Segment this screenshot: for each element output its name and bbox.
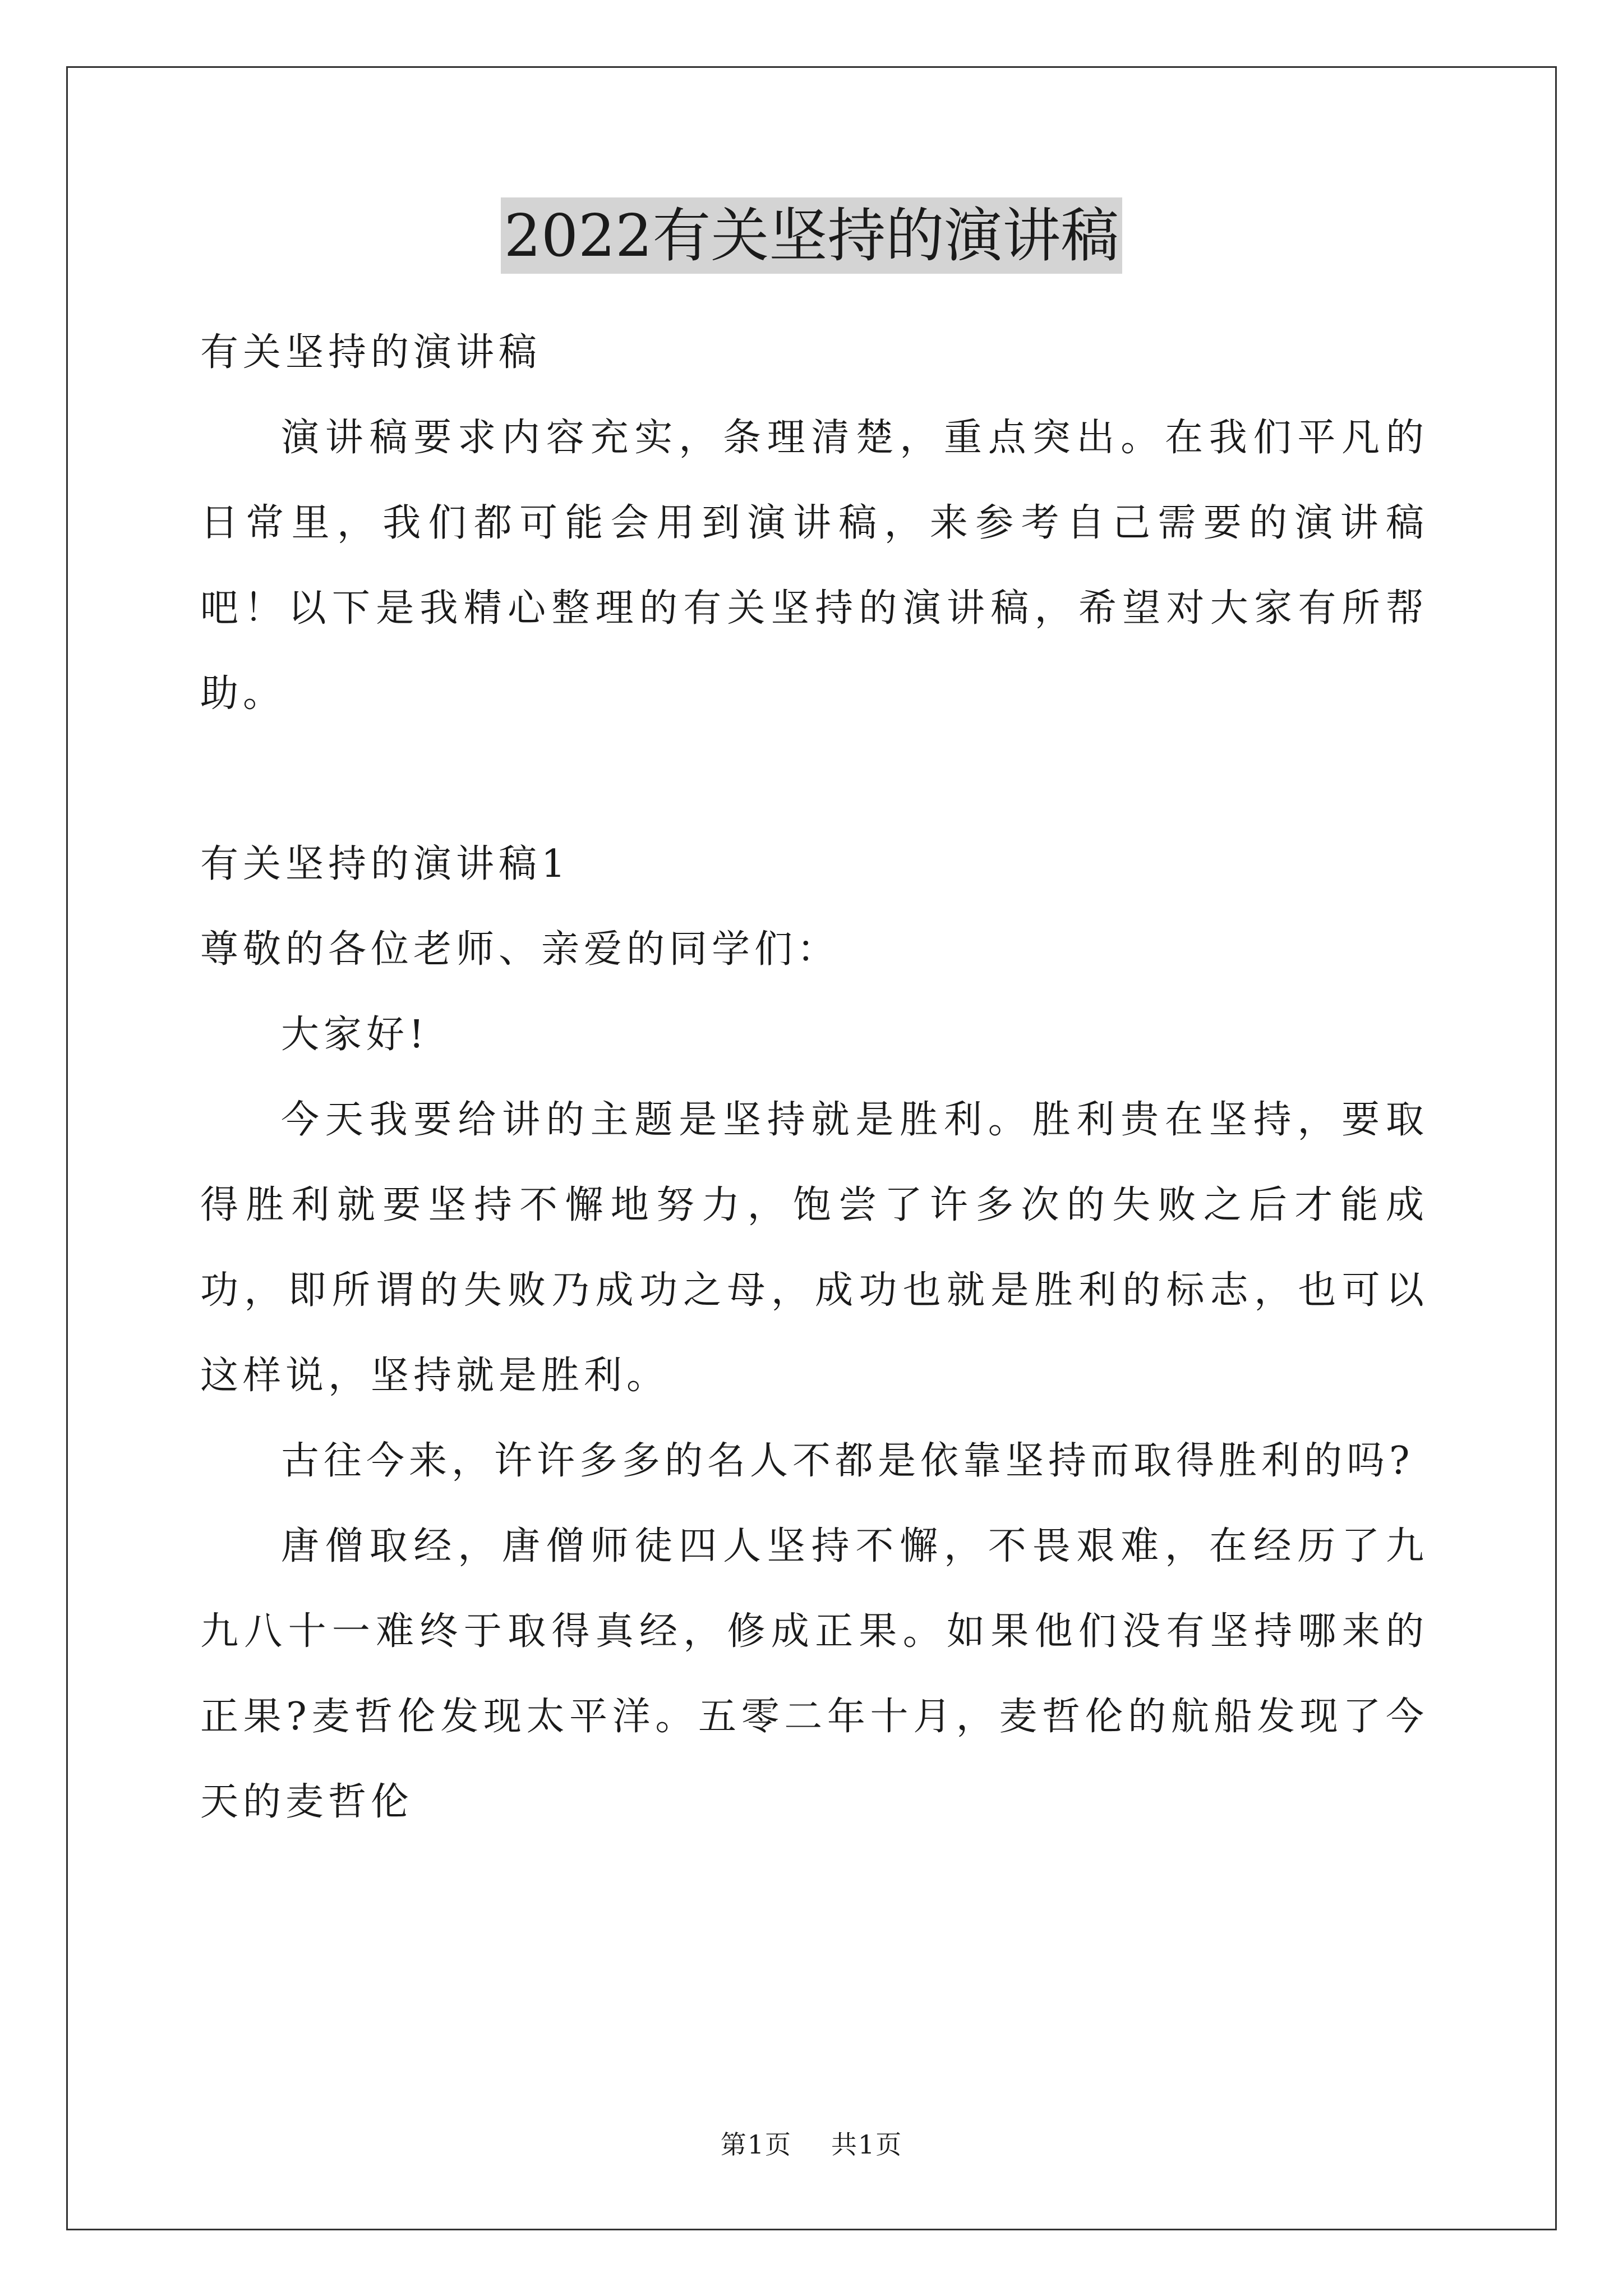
paragraph: 有关坚持的演讲稿 [200,330,542,375]
document-body [200,310,1428,1845]
section-heading: 有关坚持的演讲稿1 [200,842,570,886]
document-title-wrap [0,197,1623,274]
paragraph: 唐僧取经，唐僧师徒四人坚持不懈，不畏艰难，在经历了九九八十一难终于取得真经，修成正果。如果他们没有坚持哪来的正果?麦哲伦发现太平洋。五零二年十月，麦哲伦的航船发现了今天的麦哲伦 [200,1524,1428,1824]
page-number: 第1页 [720,2129,792,2160]
page-footer [0,2129,1623,2160]
page-total: 共1页 [831,2129,903,2160]
salutation: 尊敬的各位老师、亲爱的同学们： [200,927,840,972]
greeting: 大家好! [281,1013,429,1057]
paragraph: 古往今来，许许多多的名人不都是依靠坚持而取得胜利的吗? [281,1439,1414,1483]
document-title: 2022有关坚持的演讲稿 [501,197,1123,274]
paragraph: 演讲稿要求内容充实，条理清楚，重点突出。在我们平凡的日常里，我们都可能会用到演讲稿，来参考自己需要的演讲稿吧！以下是我精心整理的有关坚持的演讲稿，希望对大家有所帮助。 [200,416,1428,716]
paragraph: 今天我要给讲的主题是坚持就是胜利。胜利贵在坚持，要取得胜利就要坚持不懈地努力，饱尝了许多次的失败之后才能成功，即所谓的失败乃成功之母，成功也就是胜利的标志，也可以这样说，坚持就是胜利。 [200,1098,1428,1398]
